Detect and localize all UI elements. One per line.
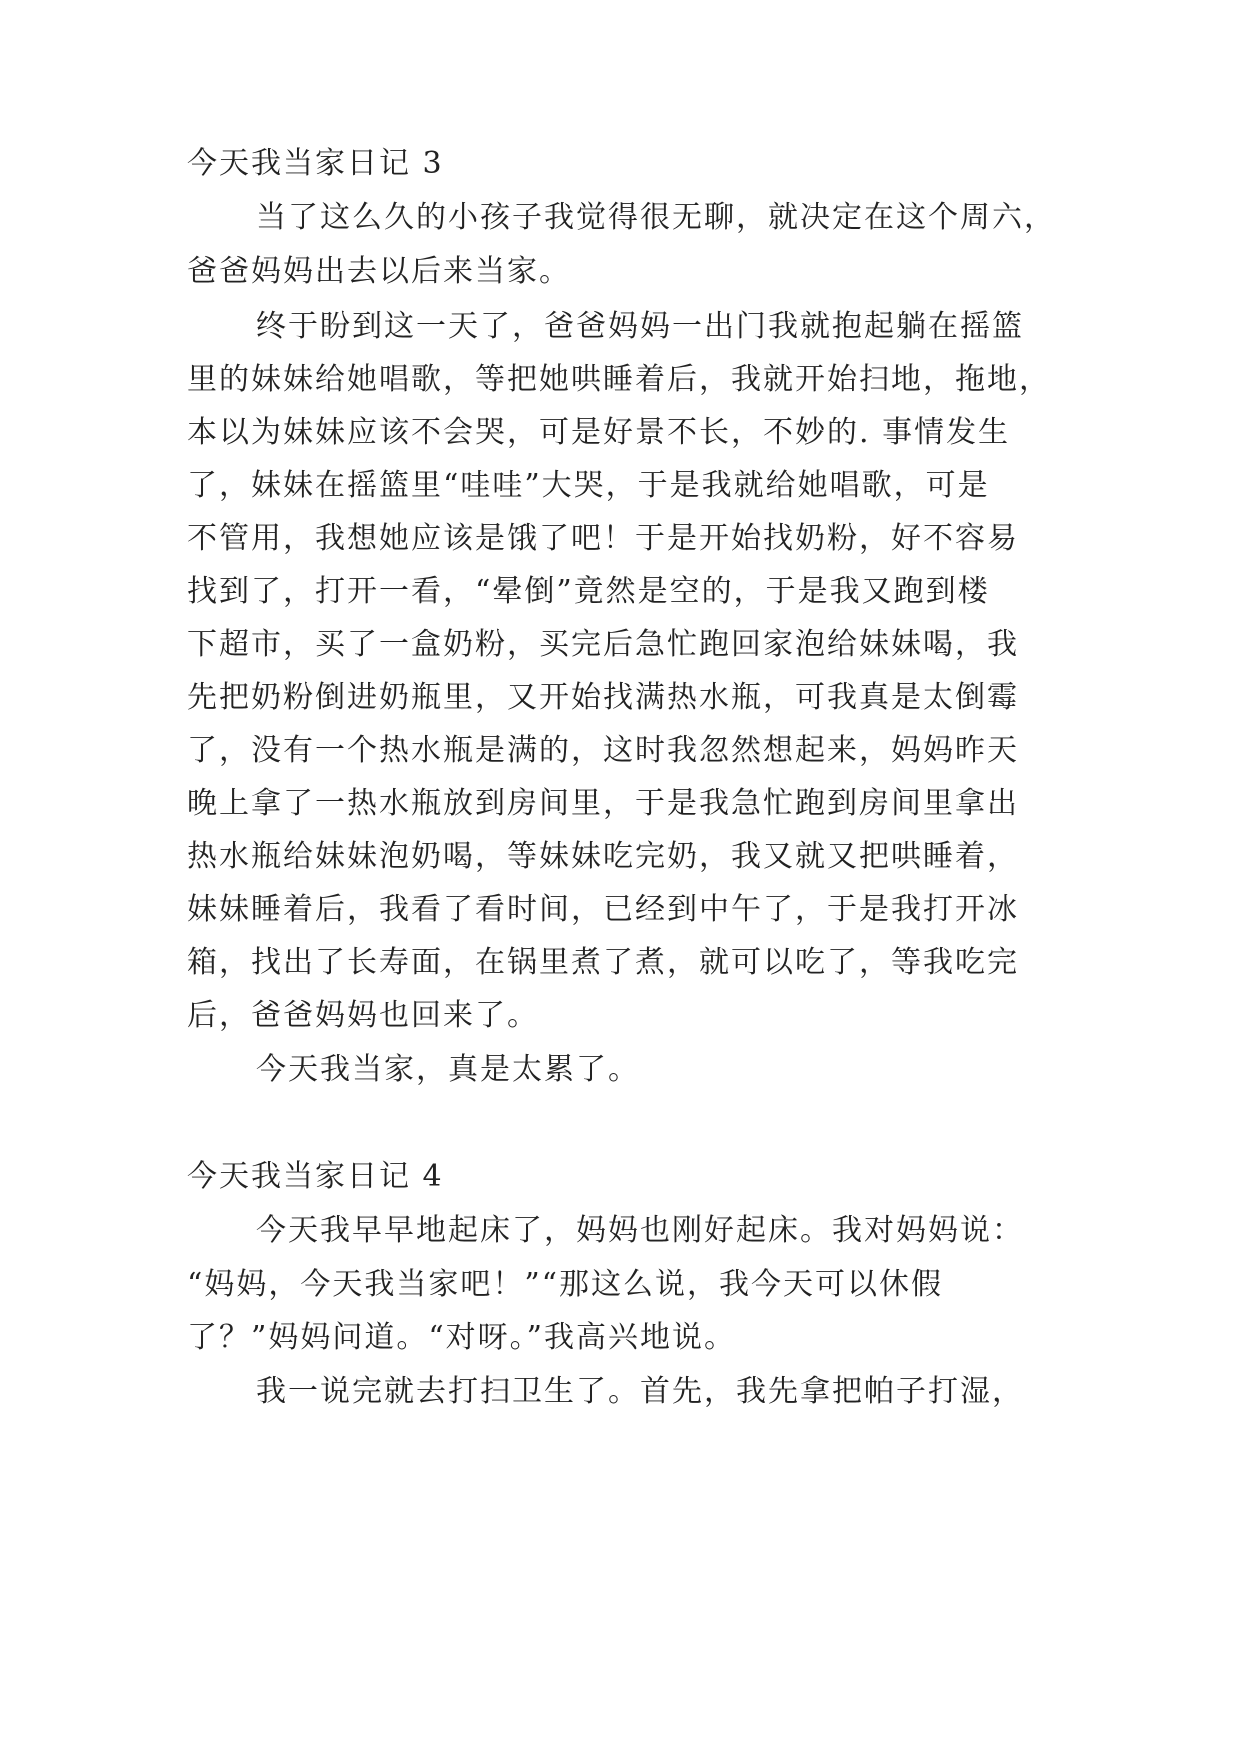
paragraph-line: 今天我早早地起床了，妈妈也刚好起床。我对妈妈说： <box>256 1213 1024 1248</box>
paragraph-line: 箱，找出了长寿面，在锅里煮了煮，就可以吃了，等我吃完 <box>187 945 1019 980</box>
paragraph-line: 里的妹妹给她唱歌，等把她哄睡着后，我就开始扫地，拖地， <box>187 362 1051 397</box>
paragraph-line: 我一说完就去打扫卫生了。首先，我先拿把帕子打湿， <box>256 1374 1024 1409</box>
paragraph-line: 了，妹妹在摇篮里“哇哇”大哭，于是我就给她唱歌，可是 <box>187 468 990 503</box>
entry-4-title: 今天我当家日记 4 <box>187 1159 444 1194</box>
paragraph-line: 当了这么久的小孩子我觉得很无聊，就决定在这个周六， <box>256 200 1056 235</box>
paragraph-line: 下超市，买了一盒奶粉，买完后急忙跑回家泡给妹妹喝，我 <box>187 627 1019 662</box>
paragraph-line: 了，没有一个热水瓶是满的，这时我忽然想起来，妈妈昨天 <box>187 733 1019 768</box>
paragraph-line: 了？”妈妈问道。“对呀。”我高兴地说。 <box>187 1320 737 1355</box>
paragraph-line: 先把奶粉倒进奶瓶里，又开始找满热水瓶，可我真是太倒霉 <box>187 680 1019 715</box>
entry-3-title: 今天我当家日记 3 <box>187 146 444 181</box>
paragraph-line: 爸爸妈妈出去以后来当家。 <box>187 254 571 289</box>
paragraph-line: 不管用，我想她应该是饿了吧！于是开始找奶粉，好不容易 <box>187 521 1019 556</box>
paragraph-line: 晚上拿了一热水瓶放到房间里，于是我急忙跑到房间里拿出 <box>187 786 1019 821</box>
paragraph-line: 终于盼到这一天了，爸爸妈妈一出门我就抱起躺在摇篮 <box>256 309 1024 344</box>
paragraph-line: 今天我当家，真是太累了。 <box>256 1052 640 1087</box>
paragraph-line: 妹妹睡着后，我看了看时间，已经到中午了，于是我打开冰 <box>187 892 1019 927</box>
paragraph-line: 后，爸爸妈妈也回来了。 <box>187 998 539 1033</box>
paragraph-line: 热水瓶给妹妹泡奶喝，等妹妹吃完奶，我又就又把哄睡着， <box>187 839 1019 874</box>
paragraph-line: “妈妈，今天我当家吧！”“那这么说，我今天可以休假 <box>187 1267 944 1302</box>
paragraph-line: 本以为妹妹应该不会哭，可是好景不长，不妙的. 事情发生 <box>187 415 1011 450</box>
paragraph-line: 找到了，打开一看，“晕倒”竟然是空的，于是我又跑到楼 <box>187 574 990 609</box>
